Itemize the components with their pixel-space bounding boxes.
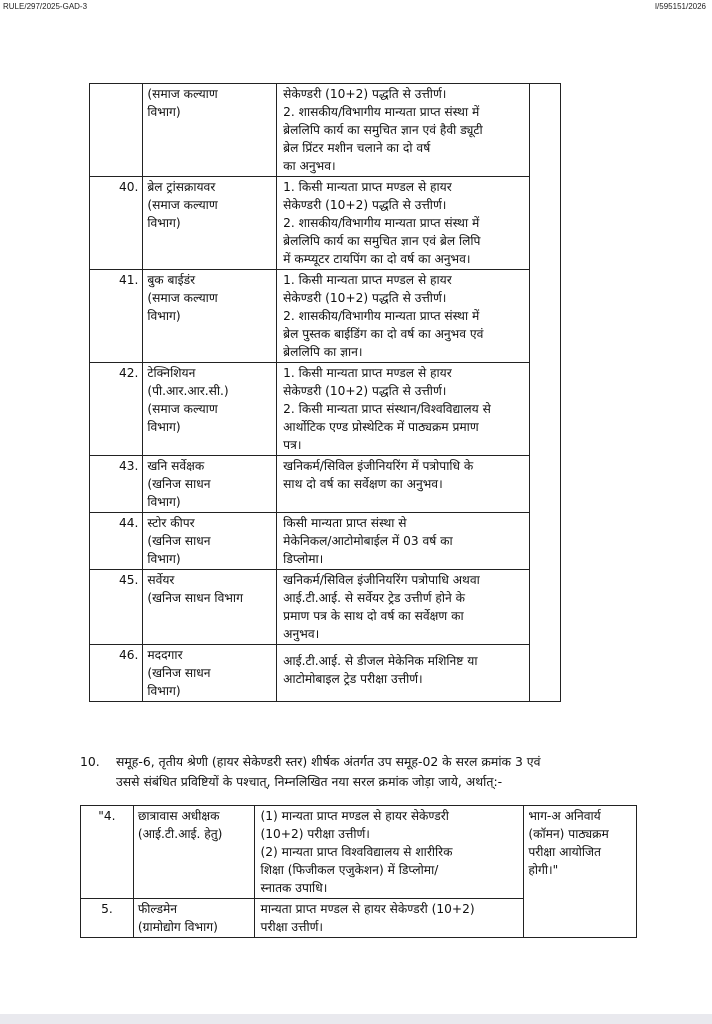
table-row — [90, 456, 561, 513]
row-number: 5. — [81, 899, 134, 938]
post-name: बुक बाईडंर (समाज कल्याण विभाग) — [143, 270, 277, 363]
qualification: खनिकर्म/सिविल इंजीनियरिंग में पत्रोपाधि के साथ दो वर्ष का सर्वेक्षण का अनुभव। — [277, 456, 530, 513]
new-posts-table — [80, 805, 637, 938]
remarks-cell — [529, 84, 560, 702]
row-number: 46. — [90, 645, 143, 702]
qualification: (1) मान्यता प्राप्त मण्डल से हायर सेकेण्डरी (10+2) परीक्षा उत्तीर्ण। (2) मान्यता प्राप्त विश्वविद्यालय से शारीरिक शिक्षा (फिजीकल एजुकेशन) में डिप्लोमा/ स्नातक उपाधि। — [254, 806, 524, 899]
row-number: 41. — [90, 270, 143, 363]
document-reference-left: RULE/297/2025-GAD-3 — [3, 2, 88, 11]
row-number: "4. — [81, 806, 134, 899]
post-name: छात्रावास अधीक्षक (आई.टी.आई. हेतु) — [133, 806, 254, 899]
post-name: (समाज कल्याण विभाग) — [143, 84, 277, 177]
table-row — [81, 806, 637, 899]
post-name: फील्डमेन (ग्रामोद्योग विभाग) — [133, 899, 254, 938]
qualification: किसी मान्यता प्राप्त संस्था से मेकेनिकल/आटोमोबाईल में 03 वर्ष का डिप्लोमा। — [277, 513, 530, 570]
row-number: 44. — [90, 513, 143, 570]
paragraph-number: 10. — [80, 754, 100, 769]
paragraph-line-2: उससे संबंधित प्रविष्टियों के पश्चात्, निम्नलिखित नया सरल क्रमांक जोड़ा जाये, अर्थात्:- — [116, 774, 503, 789]
qualification: 1. किसी मान्यता प्राप्त मण्डल से हायर सेकेण्डरी (10+2) पद्धति से उत्तीर्ण। 2. किसी मान्यता प्राप्त संस्थान/विश्वविद्यालय से आर्थोटिक एण्ड प्रोस्थेटिक में पाठ्यक्रम प्रमाण पत्र। — [277, 363, 530, 456]
row-number: 43. — [90, 456, 143, 513]
row-number: 40. — [90, 177, 143, 270]
qualification: सेकेण्डरी (10+2) पद्धति से उत्तीर्ण। 2. शासकीय/विभागीय मान्यता प्राप्त संस्था में ब्रेललिपि कार्य का समुचित ज्ञान एवं हैवी ड्यूटी ब्रेल प्रिंटर मशीन चलाने का दो वर्ष का अनुभव। — [277, 84, 530, 177]
remarks-cell: भाग-अ अनिवार्य (कॉमन) पाठ्यक्रम परीक्षा आयोजित होगी।" — [524, 806, 637, 938]
qualification: 1. किसी मान्यता प्राप्त मण्डल से हायर सेकेण्डरी (10+2) पद्धति से उत्तीर्ण। 2. शासकीय/विभागीय मान्यता प्राप्त संस्था में ब्रेल पुस्तक बाईडिंग का दो वर्ष का अनुभव एवं ब्रेललिपि का ज्ञान। — [277, 270, 530, 363]
table-row — [90, 177, 561, 270]
table-row — [90, 513, 561, 570]
row-number: 42. — [90, 363, 143, 456]
post-name: मददगार (खनिज साधन विभाग) — [143, 645, 277, 702]
post-name: स्टोर कीपर (खनिज साधन विभाग) — [143, 513, 277, 570]
post-name: खनि सर्वेक्षक (खनिज साधन विभाग) — [143, 456, 277, 513]
table-row — [90, 84, 561, 177]
table-row — [90, 270, 561, 363]
row-number: 45. — [90, 570, 143, 645]
posts-table — [89, 83, 561, 702]
table-row — [90, 363, 561, 456]
qualification: 1. किसी मान्यता प्राप्त मण्डल से हायर सेकेण्डरी (10+2) पद्धति से उत्तीर्ण। 2. शासकीय/विभागीय मान्यता प्राप्त संस्था में ब्रेललिपि कार्य का समुचित ज्ञान एवं ब्रेल लिपि में कम्प्यूटर टायपिंग का दो वर्ष का अनुभव। — [277, 177, 530, 270]
qualification: आई.टी.आई. से डीजल मेकेनिक मशिनिष्ट या आटोमोबाइल ट्रेड परीक्षा उत्तीर्ण। — [277, 645, 530, 702]
document-reference-right: I/595151/2026 — [654, 2, 706, 11]
amendment-paragraph — [80, 752, 670, 792]
post-name: ब्रेल ट्रांसक्रायवर (समाज कल्याण विभाग) — [143, 177, 277, 270]
row-number — [90, 84, 143, 177]
post-name: सर्वेयर (खनिज साधन विभाग — [143, 570, 277, 645]
table-row — [90, 570, 561, 645]
qualification: मान्यता प्राप्त मण्डल से हायर सेकेण्डरी (10+2) परीक्षा उत्तीर्ण। — [254, 899, 524, 938]
page-bottom-strip — [0, 1014, 712, 1024]
qualification: खनिकर्म/सिविल इंजीनियरिंग पत्रोपाधि अथवा आई.टी.आई. से सर्वेयर ट्रेड उत्तीर्ण होने के प्रमाण पत्र के साथ दो वर्ष का सर्वेक्षण का अनुभव। — [277, 570, 530, 645]
paragraph-line-1: समूह-6, तृतीय श्रेणी (हायर सेकेण्डरी स्तर) शीर्षक अंतर्गत उप समूह-02 के सरल क्रमांक 3 एवं — [116, 754, 541, 769]
post-name: टेक्निशियन (पी.आर.आर.सी.) (समाज कल्याण विभाग) — [143, 363, 277, 456]
table-row — [90, 645, 561, 702]
